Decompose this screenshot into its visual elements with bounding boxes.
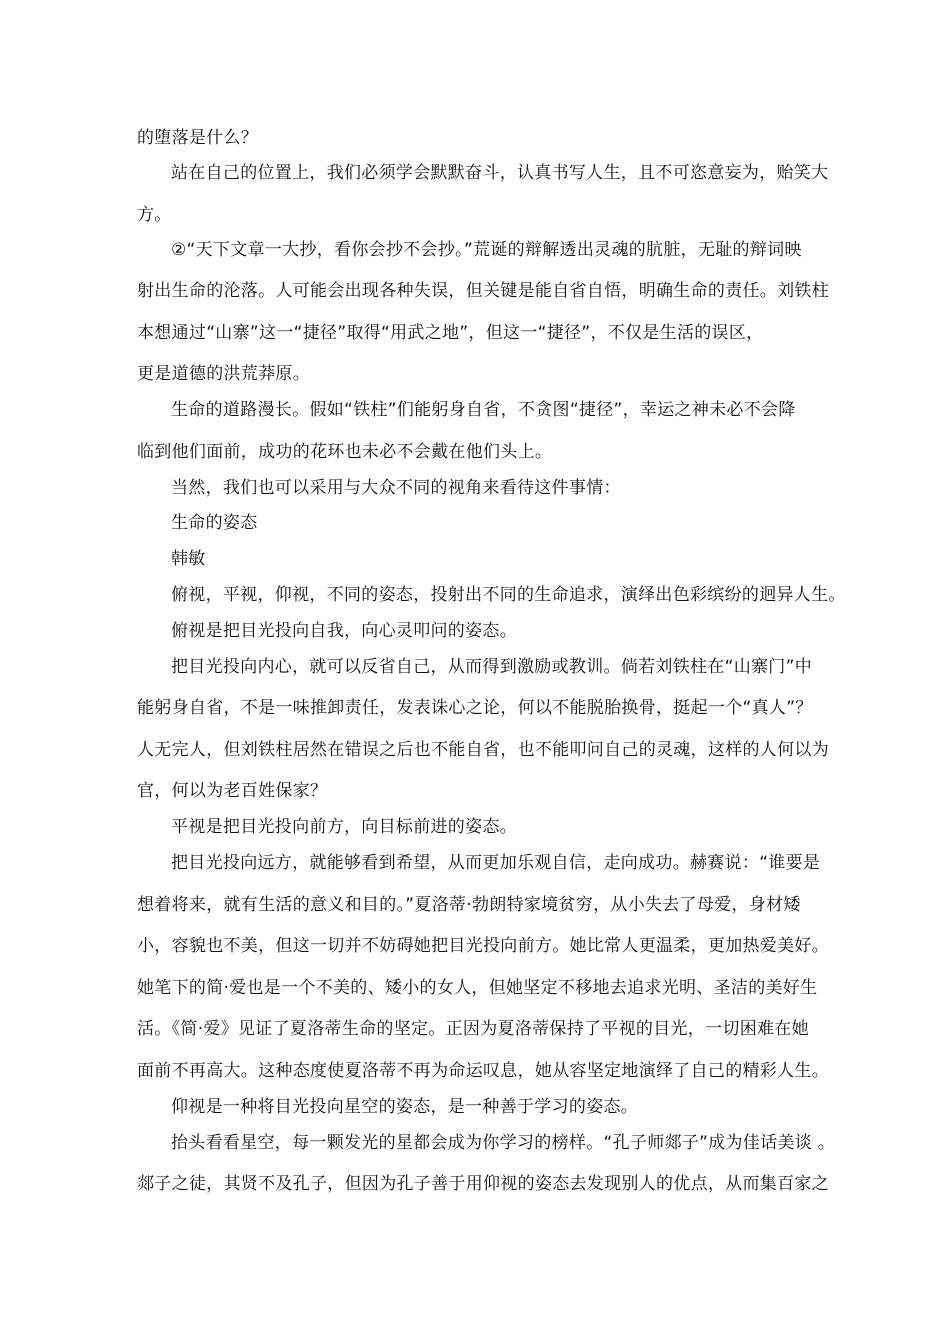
text-line: 方。 — [137, 205, 172, 225]
text-line: 小，容貌也不美，但这一切并不妨碍她把目光投向前方。她比常人更温柔，更加热爱美好。 — [137, 936, 829, 956]
text-line: 郯子之徒，其贤不及孔子，但因为孔子善于用仰视的姿态去发现别人的优点，从而集百家之 — [137, 1174, 829, 1194]
text-line: 把目光投向远方，就能够看到希望，从而更加乐观自信，走向成功。赫赛说：“谁要是 — [171, 853, 821, 873]
author-name: 韩敏 — [171, 549, 206, 569]
text-line: 射出生命的沦落。人可能会出现各种失误，但关键是能自省自悟，明确生命的责任。刘铁柱 — [137, 281, 829, 301]
text-line: 站在自己的位置上，我们必须学会默默奋斗，认真书写人生，且不可恣意妄为，贻笑大 — [171, 163, 829, 183]
text-line: 生命的道路漫长。假如“铁柱”们能躬身自省，不贪图“捷径”，幸运之神未必不会降 — [171, 400, 796, 420]
text-line: 她笔下的简·爱也是一个不美的、矮小的女人，但她坚定不移地去追求光明、圣洁的美好生 — [137, 978, 818, 998]
text-line: 把目光投向内心，就可以反省自己，从而得到激励或教训。倘若刘铁柱在“山寨门”中 — [171, 657, 813, 677]
text-line: 的堕落是什么？ — [137, 128, 259, 148]
text-line: 更是道德的洪荒莽原。 — [137, 364, 310, 384]
text-line: 官，何以为老百姓保家？ — [137, 781, 328, 801]
text-line: 平视是把目光投向前方，向目标前进的姿态。 — [171, 817, 517, 837]
text-line: 仰视是一种将目光投向星空的姿态，是一种善于学习的姿态。 — [171, 1097, 639, 1117]
text-line: 活。《简·爱》见证了夏洛蒂生命的坚定。正因为夏洛蒂保持了平视的目光，一切困难在她 — [137, 1019, 809, 1039]
text-line: 俯视，平视，仰视，不同的姿态，投射出不同的生命追求，演绎出色彩缤纷的迥异人生。 — [171, 585, 846, 605]
section-title: 生命的姿态 — [171, 513, 258, 533]
text-line: 能躬身自省，不是一味推卸责任，发表诛心之论，何以不能脱胎换骨，挺起一个“真人”？ — [137, 698, 813, 718]
text-line: 俯视是把目光投向自我，向心灵叩问的姿态。 — [171, 621, 517, 641]
text-line: 抬头看看星空，每一颗发光的星都会成为你学习的榜样。“孔子师郯子”成为佳话美谈 。 — [171, 1133, 836, 1153]
text-line: 当然，我们也可以采用与大众不同的视角来看待这件事情： — [171, 478, 621, 498]
text-line: 想着将来，就有生活的意义和目的。”夏洛蒂·勃朗特家境贫穷，从小失去了母爱，身材矮 — [137, 895, 801, 915]
text-line: 本想通过“山寨”这一“捷径”取得“用武之地”，但这一“捷径”，不仅是生活的误区， — [137, 323, 764, 343]
text-line: 面前不再高大。这种态度使夏洛蒂不再为命运叹息，她从容坚定地演绎了自己的精彩人生。 — [137, 1061, 829, 1081]
text-line: 人无完人，但刘铁柱居然在错误之后也不能自省，也不能叩问自己的灵魂，这样的人何以为 — [137, 740, 829, 760]
text-line: ②“天下文章一大抄，看你会抄不会抄。”荒诞的辩解透出灵魂的肮脏，无耻的辩词映 — [171, 240, 802, 260]
text-line: 临到他们面前，成功的花环也未必不会戴在他们头上。 — [137, 442, 553, 462]
